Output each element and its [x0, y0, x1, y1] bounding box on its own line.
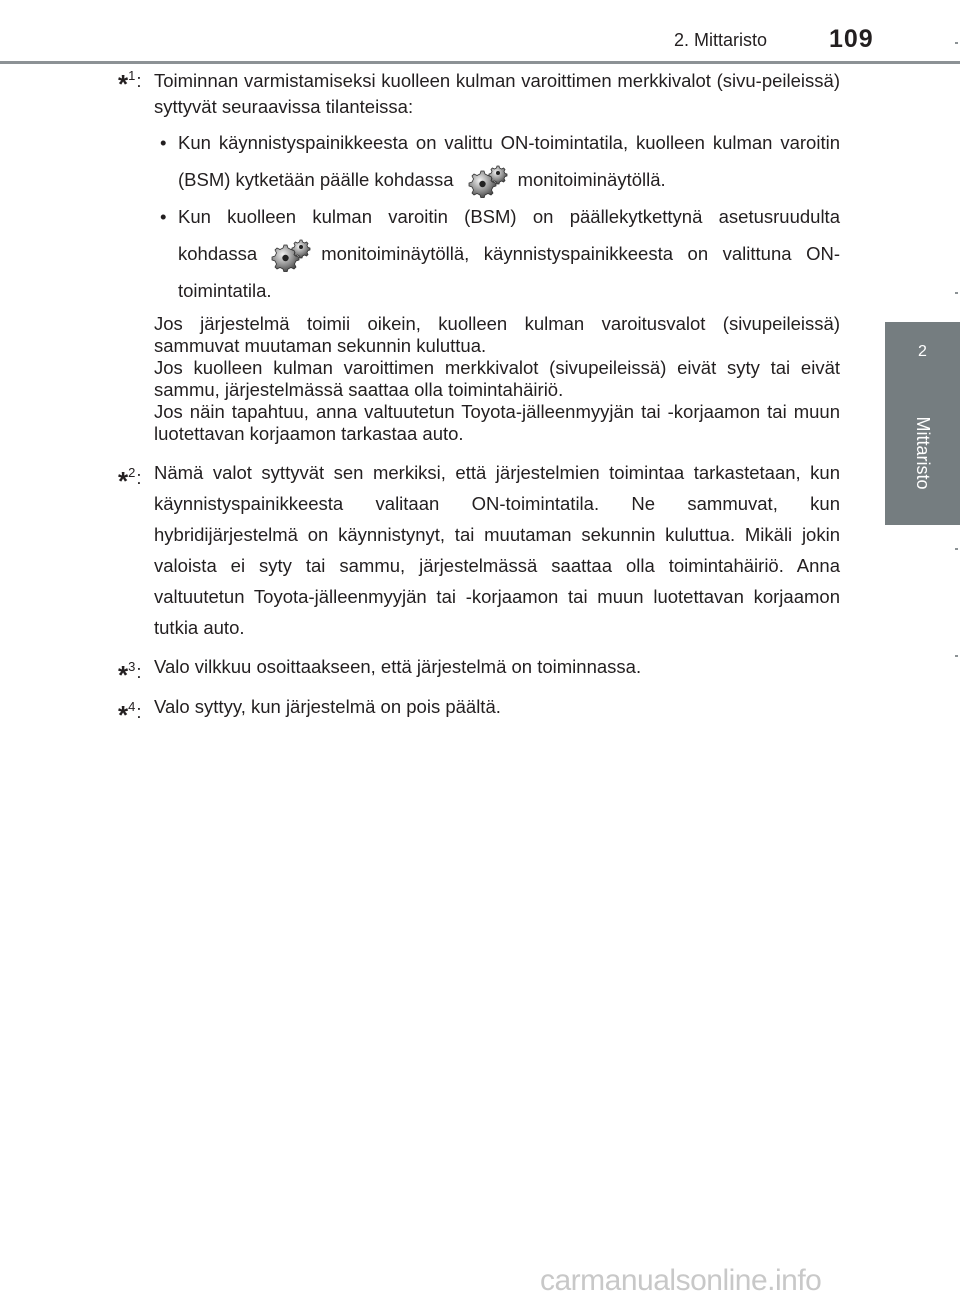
footnote-marker: *$^1$:	[118, 68, 142, 99]
footnote-1	[118, 68, 840, 445]
chapter-label: Mittaristo	[913, 416, 933, 490]
settings-gear-icon	[464, 164, 508, 198]
footnote-4-text: Valo syttyy, kun järjestelmä on pois päältä.	[154, 696, 501, 718]
list-item: • Kun kuolleen kulman varoitin (BSM) on päällekytkettynä asetusruudulta kohdassa monitoiminäytöllä, käynnistyspainikkeesta on valittuna ON-toimintatila.	[154, 198, 840, 309]
footnote-marker: *$^4$:	[118, 699, 142, 731]
page-number: 109	[829, 25, 874, 53]
footnote-marker: *$^3$:	[118, 659, 142, 691]
page-content	[118, 68, 840, 731]
bullet: •	[160, 132, 167, 153]
condition-list	[154, 124, 840, 309]
watermark: carmanualsonline.info	[540, 1264, 822, 1297]
footnote-2	[118, 457, 840, 643]
footnote-marker: *$^2$:	[118, 465, 142, 497]
edge-mark	[955, 548, 958, 550]
footnote-2-text: Nämä valot syttyvät sen merkiksi, että järjestelmien toimintaa tarkastetaan, kun käynnistyspainikkeesta valitaan ON-toimintatila. Ne sammuvat, kun hybridijärjestelmä on käynnistynyt, tai muutaman sekunnin kuluttua. Mikäli jokin valoista ei syty tai sammu, järjestelmässä saattaa olla toimintahäiriö. Anna valtuutetun Toyota-jälleenmyyjän tai -korjaamon tai muun luotettavan korjaamon tutkia auto.	[154, 462, 840, 639]
bullet: •	[160, 206, 167, 228]
footnote-3-text: Valo vilkkuu osoittaakseen, että järjestelmä on toiminnassa.	[154, 656, 642, 678]
paragraph: Jos järjestelmä toimii oikein, kuolleen kulman varoitusvalot (sivupeileissä) sammuvat muutaman sekunnin kuluttua.	[154, 313, 840, 357]
edge-mark	[955, 292, 958, 294]
paragraph: Jos näin tapahtuu, anna valtuutetun Toyota-jälleenmyyjän tai -korjaamon tai muun luotettavan korjaamon tarkastaa auto.	[154, 401, 840, 445]
section-title: 2. Mittaristo	[674, 30, 768, 50]
footnote-4	[118, 692, 840, 731]
paragraph: Jos kuolleen kulman varoittimen merkkivalot (sivupeileissä) eivät syty tai eivät sammu, järjestelmässä saattaa olla toimintahäiriö.	[154, 357, 840, 401]
footnote-1-intro: Toiminnan varmistamiseksi kuolleen kulman varoittimen merkkivalot (sivu-peileissä) syttyvät seuraavissa tilanteissa:	[154, 70, 840, 117]
edge-mark	[955, 42, 958, 44]
list-item: • Kun käynnistyspainikkeesta on valittu ON-toimintatila, kuolleen kulman varoitin (BSM) kytketään päälle kohdassa monitoiminäytöllä.	[154, 124, 840, 198]
edge-mark	[955, 655, 958, 657]
chapter-number: 2	[918, 343, 927, 360]
footnote-3	[118, 652, 840, 691]
settings-gear-icon	[267, 238, 311, 272]
header-divider	[0, 61, 960, 64]
